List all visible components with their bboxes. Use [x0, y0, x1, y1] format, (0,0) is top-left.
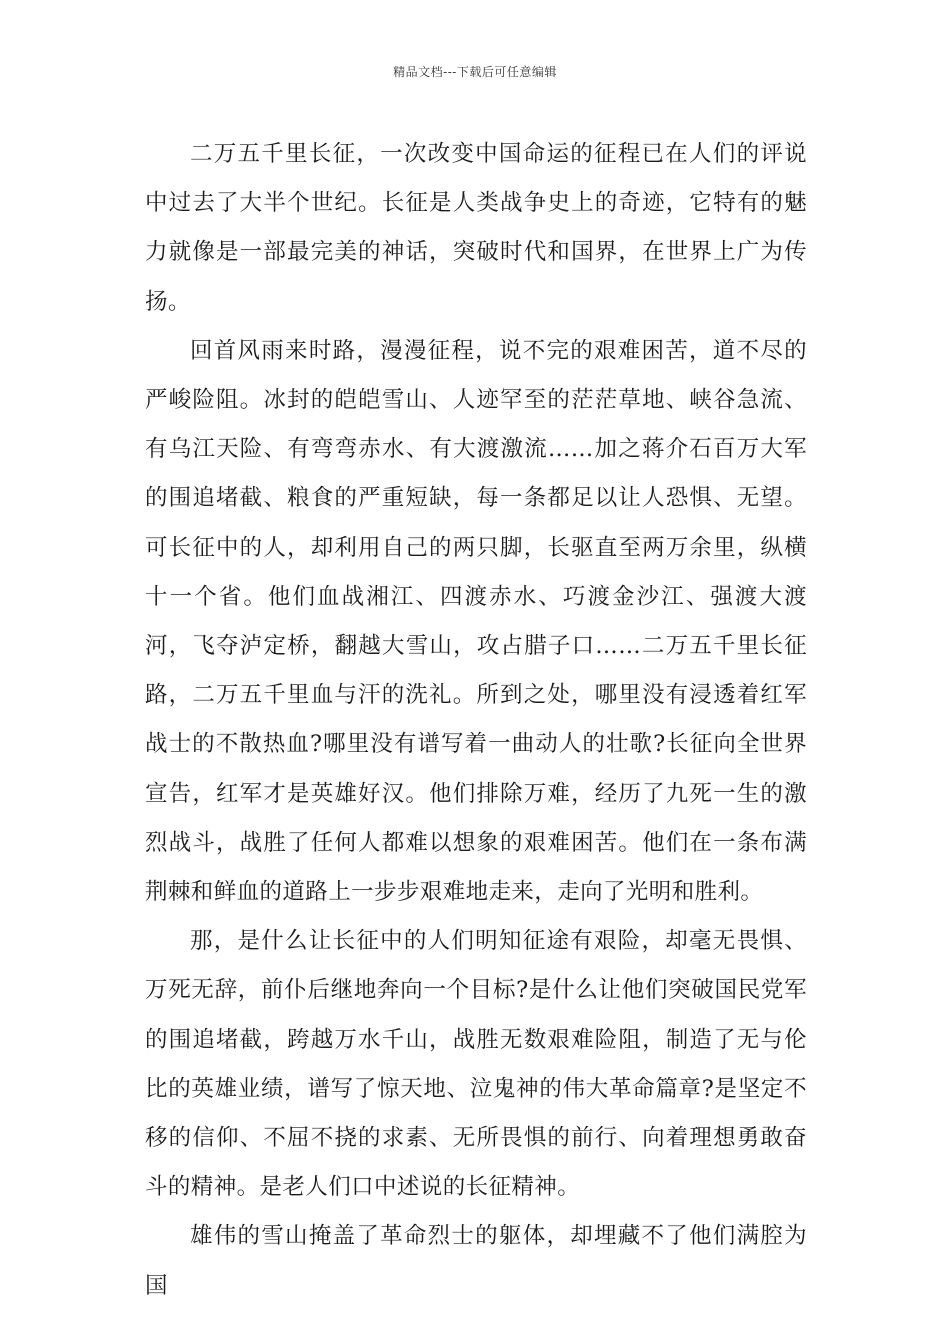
paragraph-3: 那，是什么让长征中的人们明知征途有艰险，却毫无畏惧、万死无辞，前仆后继地奔向一个目标?是什么让他们突破国民党军的围追堵截，跨越万水千山，战胜无数艰难险阻，制造了无与伦比的英雄业绩，谱写了惊天地、泣鬼神的伟大革命篇章?是坚定不移的信仰、不屈不挠的求素、无所畏惧的前行、向着理想勇敢奋斗的精神。是老人们口中述说的长征精神。	[145, 928, 807, 1201]
paragraph-4: 雄伟的雪山掩盖了革命烈士的躯体，却埋藏不了他们满腔为国	[145, 1223, 807, 1299]
paragraph-2: 回首风雨来时路，漫漫征程，说不完的艰难困苦，道不尽的严峻险阻。冰封的皑皑雪山、人迹罕至的茫茫草地、峡谷急流、有乌江天险、有弯弯赤水、有大渡激流……加之蒋介石百万大军的围追堵截、粮食的严重短缺，每一条都足以让人恐惧、无望。可长征中的人，却利用自己的两只脚，长驱直至两万余里，纵横十一个省。他们血战湘江、四渡赤水、巧渡金沙江、强渡大渡河，飞夺泸定桥，翻越大雪山，攻占腊子口……二万五千里长征路，二万五千里血与汗的洗礼。所到之处，哪里没有浸透着红军战士的不散热血?哪里没有谱写着一曲动人的壮歌?长征向全世界宣告，红军才是英雄好汉。他们排除万难，经历了九死一生的激烈战斗，战胜了任何人都难以想象的艰难困苦。他们在一条布满荆棘和鲜血的道路上一步步艰难地走来，走向了光明和胜利。	[145, 337, 807, 906]
paragraph-1: 二万五千里长征，一次改变中国命运的征程已在人们的评说中过去了大半个世纪。长征是人类战争史上的奇迹，它特有的魅力就像是一部最完美的神话，突破时代和国界，在世界上广为传扬。	[145, 141, 807, 315]
document-body	[145, 130, 807, 1311]
page-header: 精品文档---下载后可任意编辑	[393, 65, 557, 79]
